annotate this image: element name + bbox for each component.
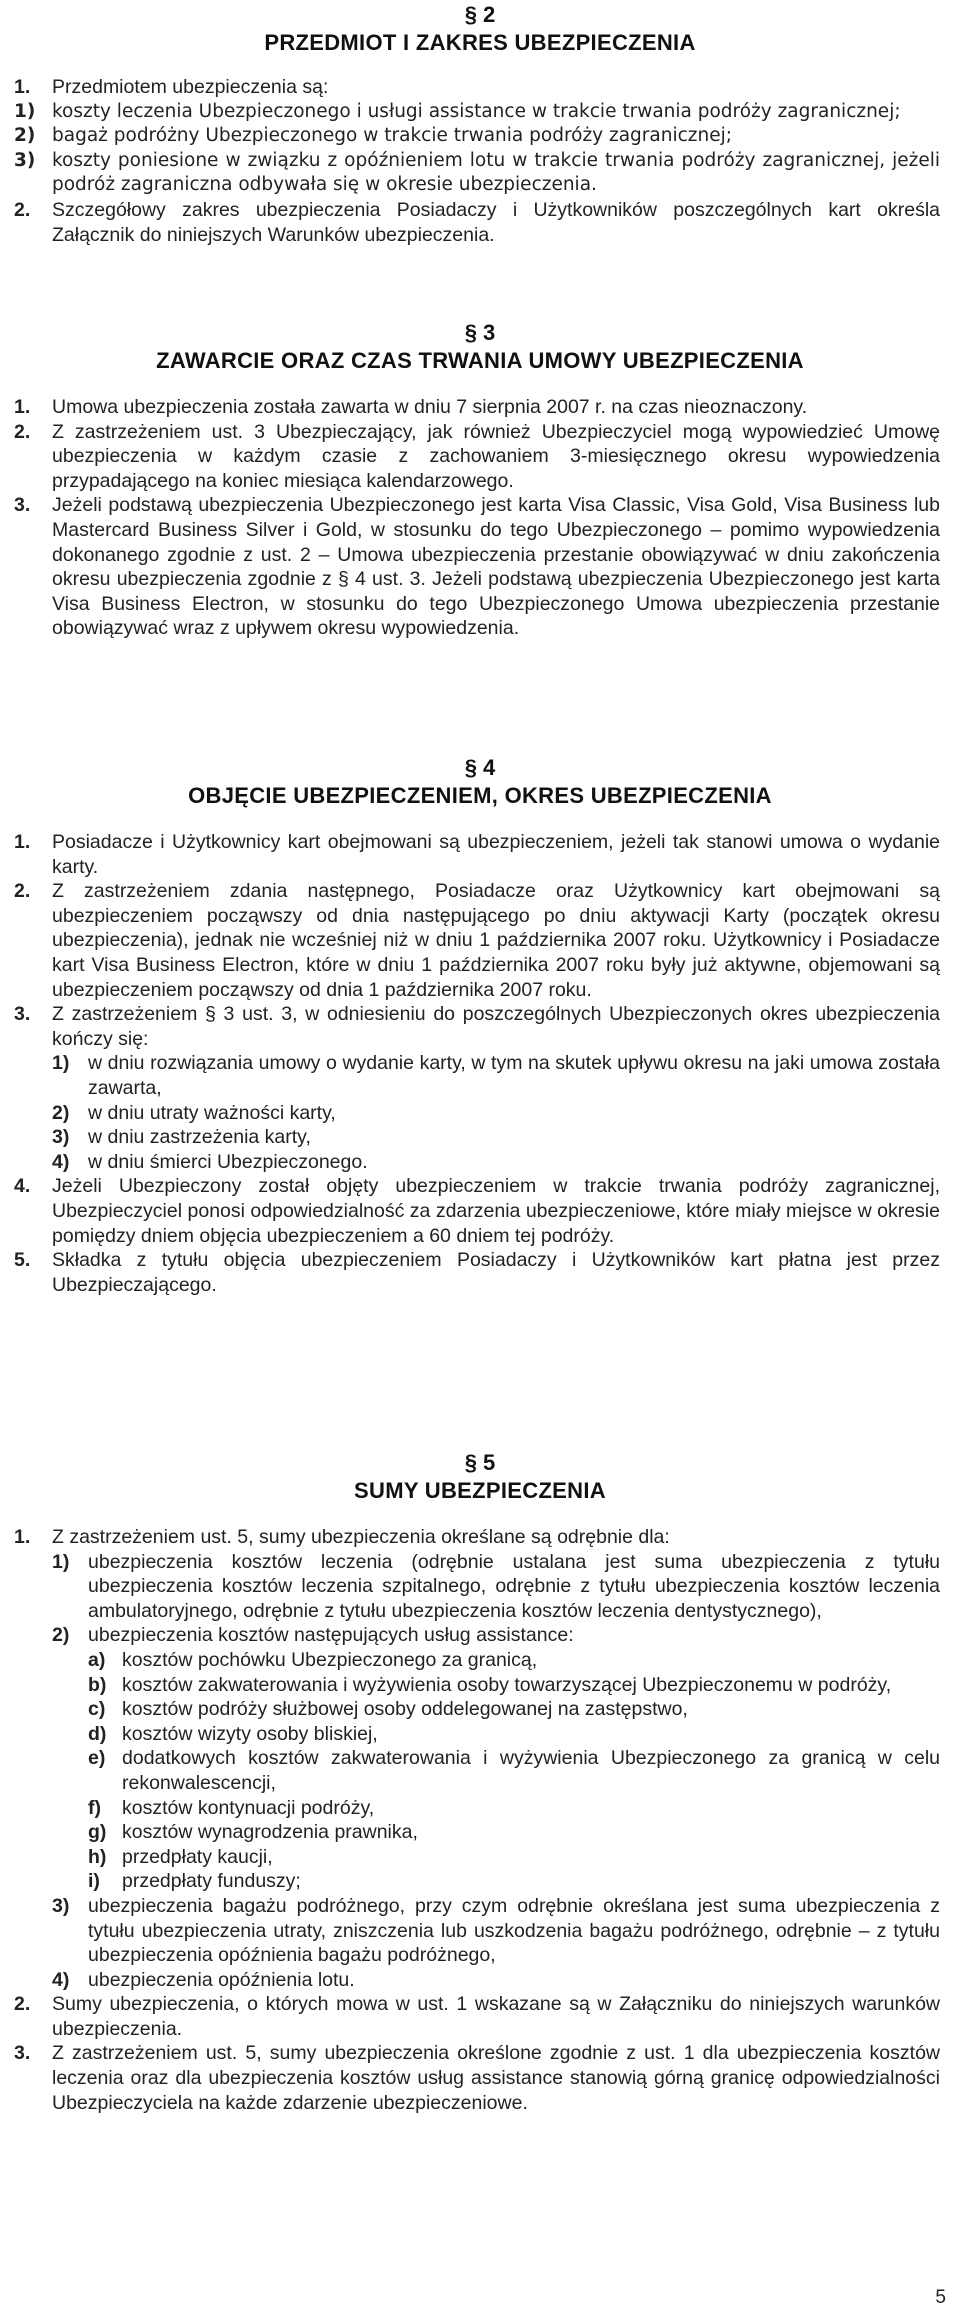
s5-item-1-2-b bbox=[0, 1673, 940, 1698]
s5-item-1-2 bbox=[0, 1623, 940, 1648]
item-number: 1. bbox=[14, 76, 31, 98]
section-5-header bbox=[0, 1450, 960, 1506]
item-text: Składka z tytułu objęcia ubezpieczeniem Posiadaczy i Użytkowników kart płatna jest przez Ubezpieczającego. bbox=[52, 1249, 940, 1296]
section-2-title: PRZEDMIOT I ZAKRES UBEZPIECZENIA bbox=[264, 30, 696, 55]
item-number: 2) bbox=[52, 1624, 70, 1647]
item-text: ubezpieczenia kosztów leczenia (odrębnie ustalana jest suma ubezpieczenia z tytułu ubezpieczenia kosztów leczenia szpitalnego, odrębnie z tytułu ubezpieczenia kosztów leczenia ambulatoryjnego, odrębnie z tytułu ubezpieczenia kosztów leczenia dentystycznego), bbox=[88, 1550, 940, 1622]
s2-item-1 bbox=[0, 75, 940, 100]
item-number: 3) bbox=[14, 149, 36, 171]
item-text: kosztów podróży służbowej osoby oddelegowanej na zastępstwo, bbox=[122, 1698, 688, 1721]
s5-item-3 bbox=[0, 2041, 940, 2115]
s5-item-2 bbox=[0, 1992, 940, 2041]
item-text: Z zastrzeżeniem ust. 3 Ubezpieczający, jak również Ubezpieczyciel mogą wypowiedzieć Umowę ubezpieczenia w każdym czasie z zachowaniem 3-miesięcznego okresu wypowiedzenia przypadającego na koniec miesiąca kalendarzowego. bbox=[52, 420, 940, 492]
s2-item-1-3 bbox=[0, 149, 940, 198]
section-3-body bbox=[0, 395, 940, 641]
item-text: Jeżeli Ubezpieczony został objęty ubezpieczeniem w trakcie trwania podróży zagranicznej, Ubezpieczyciel ponosi odpowiedzialność za zdarzenia ubezpieczeniowe, które miały miejsce w okresie pomiędzy dniem objęcia ubezpieczeniem a 60 dniem tej podróży. bbox=[52, 1175, 940, 1247]
item-number: 1) bbox=[52, 1052, 70, 1075]
section-3-title: ZAWARCIE ORAZ CZAS TRWANIA UMOWY UBEZPIECZENIA bbox=[156, 348, 804, 373]
item-number: i) bbox=[88, 1870, 100, 1893]
item-text: kosztów wizyty osoby bliskiej, bbox=[122, 1722, 378, 1745]
item-number: 3) bbox=[52, 1894, 70, 1917]
item-number: 5. bbox=[14, 1249, 31, 1272]
item-text: Z zastrzeżeniem ust. 5, sumy ubezpieczenia określane są odrębnie dla: bbox=[52, 1526, 670, 1548]
s2-item-1-1 bbox=[0, 100, 940, 125]
item-text: Z zastrzeżeniem ust. 5, sumy ubezpieczenia określone zgodnie z ust. 1 dla ubezpieczenia kosztów leczenia oraz dla ubezpieczenia kosztów usług assistance stanowią górną granicę odpowiedzialności Ubezpieczyciela na każde zdarzenie ubezpieczeniowe. bbox=[52, 2042, 940, 2114]
s3-item-1 bbox=[0, 395, 940, 420]
item-number: 2. bbox=[14, 880, 31, 903]
item-text: w dniu rozwiązania umowy o wydanie karty, w tym na skutek upływu okresu na jaki umowa została zawarta, bbox=[88, 1052, 940, 1099]
section-4-header bbox=[0, 755, 960, 811]
section-5-title: SUMY UBEZPIECZENIA bbox=[354, 1478, 606, 1503]
item-text: ubezpieczenia bagażu podróżnego, przy czym odrębnie określana jest suma ubezpieczenia z tytułu ubezpieczenia utraty, zniszczenia lub uszkodzenia bagażu podróżnego, odrębnie – z tytułu ubezpieczenia opóźnienia bagażu podróżnego, bbox=[88, 1894, 940, 1967]
item-text: koszty leczenia Ubezpieczonego i usługi assistance w trakcie trwania podróży zagranicznej; bbox=[52, 100, 901, 122]
s5-item-1-2-a bbox=[0, 1648, 940, 1673]
section-2-number: § 2 bbox=[464, 2, 496, 27]
item-number: f) bbox=[88, 1796, 101, 1819]
s5-item-1-2-i bbox=[0, 1869, 940, 1894]
item-number: 2. bbox=[14, 198, 31, 221]
item-number: 3) bbox=[52, 1126, 70, 1149]
s5-item-1-2-c bbox=[0, 1697, 940, 1722]
section-2-header bbox=[0, 2, 960, 58]
item-number: 4. bbox=[14, 1175, 31, 1198]
item-text: w dniu utraty ważności karty, bbox=[88, 1101, 336, 1124]
item-text: ubezpieczenia kosztów następujących usług assistance: bbox=[88, 1624, 574, 1647]
item-number: 2) bbox=[52, 1101, 70, 1124]
s5-item-1-2-h bbox=[0, 1845, 940, 1870]
item-number: g) bbox=[88, 1821, 107, 1844]
item-number: h) bbox=[88, 1845, 107, 1868]
item-text: kosztów wynagrodzenia prawnika, bbox=[122, 1821, 418, 1844]
s5-item-1-2-d bbox=[0, 1722, 940, 1747]
item-number: c) bbox=[88, 1698, 106, 1721]
item-text: w dniu śmierci Ubezpieczonego. bbox=[88, 1150, 368, 1173]
item-text: dodatkowych kosztów zakwaterowania i wyżywienia Ubezpieczonego za granicą w celu rekonwalescencji, bbox=[122, 1747, 940, 1794]
section-3-header bbox=[0, 320, 960, 376]
s5-item-1-2-f bbox=[0, 1796, 940, 1821]
item-number: 1. bbox=[14, 1526, 31, 1548]
item-number: 3. bbox=[14, 2042, 31, 2065]
item-text: ubezpieczenia opóźnienia lotu. bbox=[88, 1968, 355, 1991]
section-4-body bbox=[0, 830, 940, 1297]
item-text: Z zastrzeżeniem § 3 ust. 3, w odniesieniu do poszczególnych Ubezpieczonych okres ubezpieczenia kończy się: bbox=[52, 1003, 940, 1050]
section-4-number: § 4 bbox=[464, 755, 496, 780]
section-5-number: § 5 bbox=[464, 1450, 496, 1475]
item-text: Przedmiotem ubezpieczenia są: bbox=[52, 76, 329, 98]
item-number: b) bbox=[88, 1673, 107, 1696]
s4-item-3-1 bbox=[0, 1051, 940, 1100]
s4-item-3-4 bbox=[0, 1150, 940, 1175]
item-text: bagaż podróżny Ubezpieczonego w trakcie trwania podróży zagranicznej; bbox=[52, 125, 732, 147]
section-3-number: § 3 bbox=[464, 320, 496, 345]
item-number: 3. bbox=[14, 1003, 31, 1026]
s5-item-1 bbox=[0, 1525, 940, 1550]
item-number: e) bbox=[88, 1747, 106, 1770]
s2-item-2 bbox=[0, 198, 940, 247]
s3-item-3 bbox=[0, 493, 940, 641]
s5-item-1-2-e bbox=[0, 1746, 940, 1795]
item-text: Posiadacze i Użytkownicy kart obejmowani są ubezpieczeniem, jeżeli tak stanowi umowa o wydanie karty. bbox=[52, 831, 940, 878]
item-number: 4) bbox=[52, 1150, 70, 1173]
page-number: 5 bbox=[935, 2287, 946, 2308]
item-text: Z zastrzeżeniem zdania następnego, Posiadacze oraz Użytkownicy kart obejmowani są ubezpieczeniem począwszy od dnia następującego po dniu aktywacji Karty (początek okresu ubezpieczenia), jednak nie wcześniej niż w dniu 1 października 2007 roku. Użytkownicy i Posiadacze kart Visa Business Electron, które w dniu 1 października 2007 roku były już aktywne, objemowani są ubezpieczeniem począwszy od dnia 1 października 2007 roku. bbox=[52, 880, 940, 1001]
s4-item-1 bbox=[0, 830, 940, 879]
s5-item-1-4 bbox=[0, 1968, 940, 1993]
section-2-body bbox=[0, 75, 940, 247]
item-number: 1. bbox=[14, 831, 31, 853]
section-5-body bbox=[0, 1525, 940, 2115]
item-number: 2. bbox=[14, 420, 31, 443]
item-text: przedpłaty kaucji, bbox=[122, 1845, 273, 1868]
s5-item-1-3 bbox=[0, 1894, 940, 1968]
item-text: kosztów pochówku Ubezpieczonego za granicą, bbox=[122, 1648, 538, 1671]
s5-item-1-2-g bbox=[0, 1820, 940, 1845]
item-text: przedpłaty funduszy; bbox=[122, 1870, 301, 1893]
item-text: kosztów zakwaterowania i wyżywienia osoby towarzyszącej Ubezpieczonemu w podróży, bbox=[122, 1673, 892, 1696]
s4-item-2 bbox=[0, 879, 940, 1002]
section-4-title: OBJĘCIE UBEZPIECZENIEM, OKRES UBEZPIECZENIA bbox=[188, 783, 772, 808]
s4-item-3 bbox=[0, 1002, 940, 1051]
item-text: Jeżeli podstawą ubezpieczenia Ubezpieczonego jest karta Visa Classic, Visa Gold, Visa Business lub Mastercard Business Silver i Gold, w stosunku do tego Ubezpieczonego – pomimo wypowiedzenia dokonanego zgodnie z ust. 2 – Umowa ubezpieczenia przestanie obowiązywać w dniu zakończenia okresu ubezpieczenia zgodnie z § 4 ust. 3. Jeżeli podstawą ubezpieczenia Ubezpieczonego jest karta Visa Business Electron, w stosunku do tego Ubezpieczonego Umowa ubezpieczenia przestanie obowiązywać wraz z upływem okresu wypowiedzenia. bbox=[52, 494, 940, 640]
item-text: kosztów kontynuacji podróży, bbox=[122, 1796, 375, 1819]
item-number: 2. bbox=[14, 1993, 31, 2016]
item-number: 1. bbox=[14, 396, 31, 418]
s4-item-3-3 bbox=[0, 1125, 940, 1150]
item-number: 2) bbox=[14, 125, 36, 147]
s2-item-1-2 bbox=[0, 124, 940, 149]
item-text: Szczegółowy zakres ubezpieczenia Posiadaczy i Użytkowników poszczególnych kart określa Załącznik do niniejszych Warunków ubezpieczenia. bbox=[52, 198, 940, 246]
item-number: a) bbox=[88, 1648, 106, 1671]
s5-item-1-1 bbox=[0, 1550, 940, 1624]
item-number: 4) bbox=[52, 1968, 70, 1991]
s4-item-5 bbox=[0, 1248, 940, 1297]
item-number: 3. bbox=[14, 494, 31, 517]
item-number: d) bbox=[88, 1722, 107, 1745]
s4-item-3-2 bbox=[0, 1101, 940, 1126]
item-number: 1) bbox=[14, 100, 36, 122]
item-number: 1) bbox=[52, 1550, 70, 1573]
item-text: Sumy ubezpieczenia, o których mowa w ust. 1 wskazane są w Załączniku do niniejszych warunków ubezpieczenia. bbox=[52, 1993, 940, 2040]
item-text: Umowa ubezpieczenia została zawarta w dniu 7 sierpnia 2007 r. na czas nieoznaczony. bbox=[52, 396, 808, 418]
item-text: koszty poniesione w związku z opóźnieniem lotu w trakcie trwania podróży zagranicznej, jeżeli podróż zagraniczna odbywała się w okresie ubezpieczenia. bbox=[52, 149, 940, 196]
item-text: w dniu zastrzeżenia karty, bbox=[88, 1126, 311, 1149]
s4-item-4 bbox=[0, 1174, 940, 1248]
s3-item-2 bbox=[0, 420, 940, 494]
